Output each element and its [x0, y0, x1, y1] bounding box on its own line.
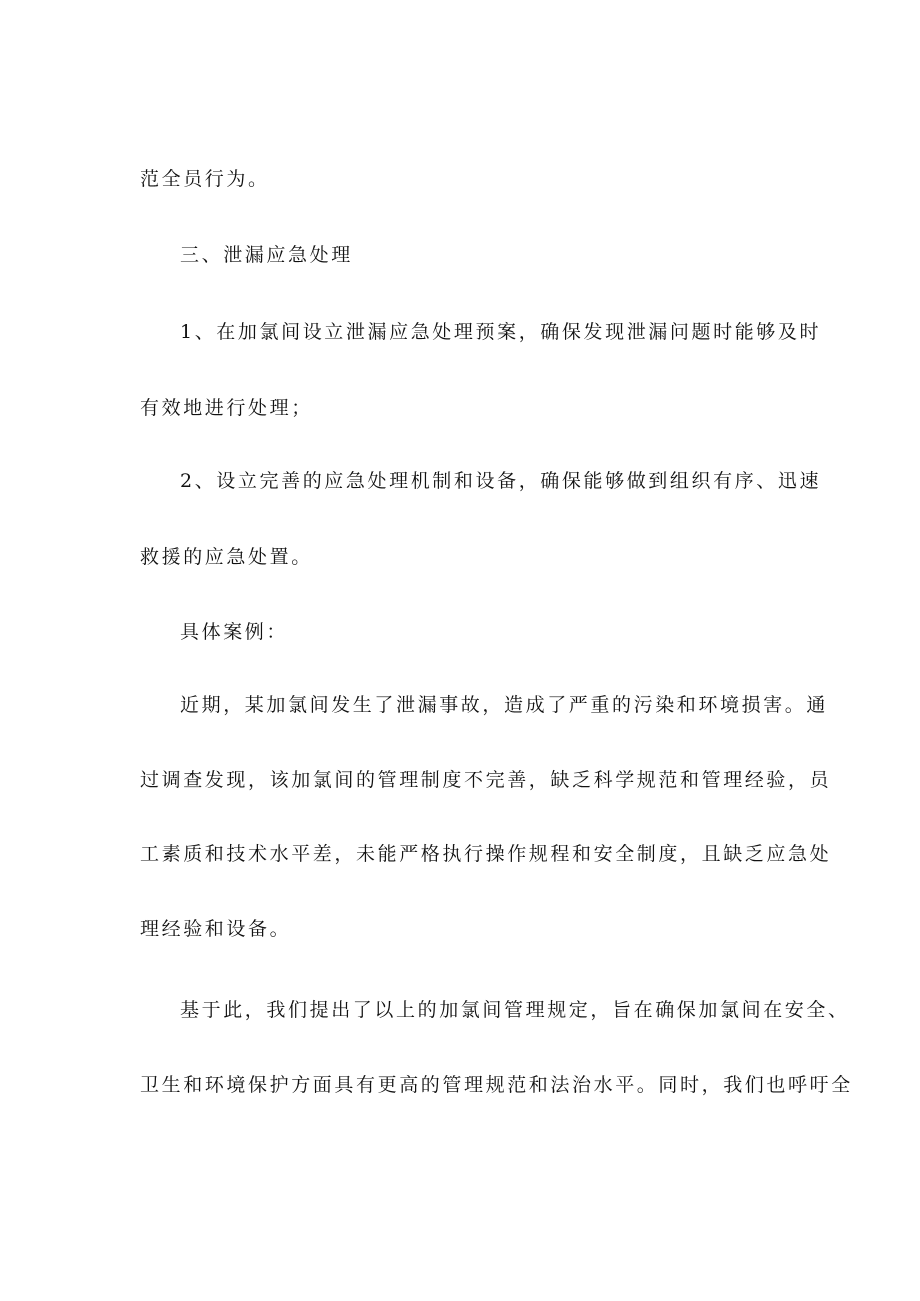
section-heading-leak-emergency: 三、泄漏应急处理	[180, 244, 353, 266]
case-paragraph-line-3: 工素质和技术水平差，未能严格执行操作规程和安全制度，且缺乏应急处	[140, 843, 832, 865]
conclusion-paragraph-line-2: 卫生和环境保护方面具有更高的管理规范和法治水平。同时，我们也呼吁全	[140, 1074, 853, 1096]
list-item-1-line-1: 1、在加氯间设立泄漏应急处理预案，确保发现泄漏问题时能够及时	[180, 321, 822, 343]
paragraph-line-continuation: 范全员行为。	[140, 168, 270, 190]
case-paragraph-line-4: 理经验和设备。	[140, 918, 292, 940]
list-item-2-line-1: 2、设立完善的应急处理机制和设备，确保能够做到组织有序、迅速	[180, 470, 822, 492]
case-paragraph-line-1: 近期，某加氯间发生了泄漏事故，造成了严重的污染和环境损害。通	[180, 694, 829, 716]
case-paragraph-line-2: 过调查发现，该加氯间的管理制度不完善，缺乏科学规范和管理经验，员	[140, 769, 832, 791]
list-item-2-line-2: 救援的应急处置。	[140, 546, 313, 568]
list-item-1-line-2: 有效地进行处理；	[140, 397, 313, 419]
conclusion-paragraph-line-1: 基于此，我们提出了以上的加氯间管理规定，旨在确保加氯间在安全、	[180, 999, 850, 1021]
case-heading: 具体案例：	[180, 621, 289, 643]
